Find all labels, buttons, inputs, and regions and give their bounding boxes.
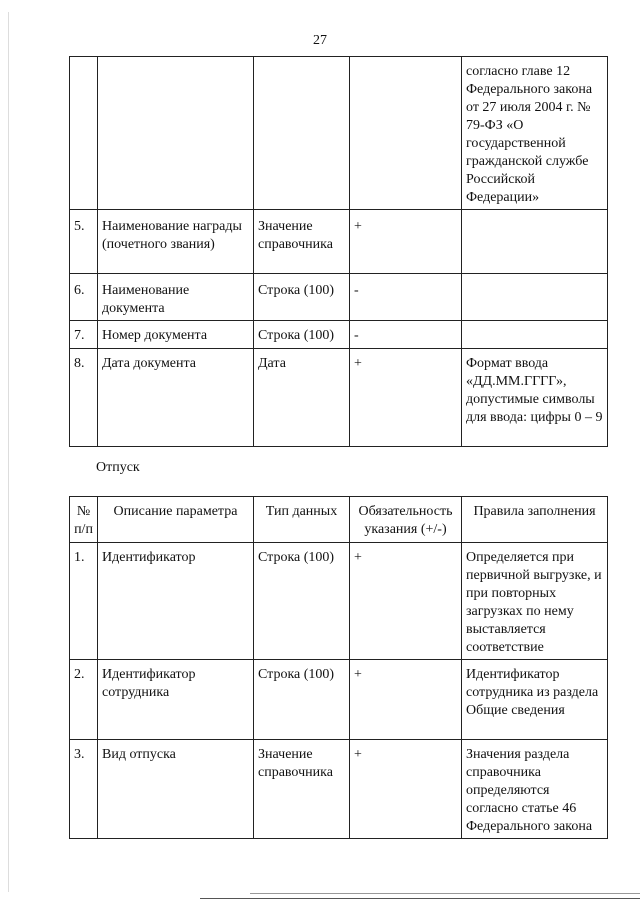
required-flag: + (350, 740, 462, 839)
row-number: 3. (70, 740, 98, 839)
data-type: Строка (100) (254, 660, 350, 740)
scan-artifact-line (250, 893, 640, 894)
parameter-description: Номер документа (98, 321, 254, 349)
required-flag: - (350, 274, 462, 321)
filling-rules (462, 321, 608, 349)
scan-edge-line (8, 12, 9, 892)
table-row (70, 660, 608, 740)
awards-table-continuation (69, 56, 608, 447)
data-type (254, 57, 350, 210)
data-type: Строка (100) (254, 321, 350, 349)
required-flag (350, 57, 462, 210)
column-header-rules: Правила заполнения (462, 497, 608, 543)
parameter-description: Наименование награды (почетного звания) (98, 210, 254, 274)
table-header-row (70, 497, 608, 543)
row-number: 5. (70, 210, 98, 274)
filling-rules: Значения раздела справочника определяются согласно статье 46 Федерального закона (462, 740, 608, 839)
filling-rules (462, 210, 608, 274)
data-type: Строка (100) (254, 274, 350, 321)
parameter-description: Идентификатор сотрудника (98, 660, 254, 740)
column-header-required: Обязательность указания (+/-) (350, 497, 462, 543)
vacation-table (69, 496, 608, 839)
scan-artifact-line (200, 898, 640, 899)
column-header-description: Описание параметра (98, 497, 254, 543)
row-number: 8. (70, 349, 98, 447)
required-flag: + (350, 660, 462, 740)
required-flag: - (350, 321, 462, 349)
table-row (70, 274, 608, 321)
filling-rules: Идентификатор сотрудника из раздела Общие сведения (462, 660, 608, 740)
filling-rules: Формат ввода «ДД.ММ.ГГГГ», допустимые символы для ввода: цифры 0 – 9 (462, 349, 608, 447)
filling-rules (462, 274, 608, 321)
data-type: Строка (100) (254, 543, 350, 660)
parameter-description (98, 57, 254, 210)
parameter-description: Вид отпуска (98, 740, 254, 839)
parameter-description: Наименование документа (98, 274, 254, 321)
required-flag: + (350, 543, 462, 660)
row-number (70, 57, 98, 210)
data-type: Значение справочника (254, 210, 350, 274)
row-number: 6. (70, 274, 98, 321)
required-flag: + (350, 210, 462, 274)
filling-rules: согласно главе 12 Федерального закона от 27 июля 2004 г. № 79-ФЗ «О государственной гражданской службе Российской Федерации» (462, 57, 608, 210)
column-header-number: № п/п (70, 497, 98, 543)
column-header-data-type: Тип данных (254, 497, 350, 543)
table-row (70, 349, 608, 447)
row-number: 7. (70, 321, 98, 349)
required-flag: + (350, 349, 462, 447)
table-row (70, 543, 608, 660)
section-title: Отпуск (96, 460, 140, 475)
parameter-description: Идентификатор (98, 543, 254, 660)
table-row (70, 210, 608, 274)
data-type: Значение справочника (254, 740, 350, 839)
table-row (70, 321, 608, 349)
filling-rules: Определяется при первичной выгрузке, и при повторных загрузках по нему выставляется соответствие (462, 543, 608, 660)
table-row (70, 740, 608, 839)
parameter-description: Дата документа (98, 349, 254, 447)
table-row (70, 57, 608, 210)
row-number: 1. (70, 543, 98, 660)
row-number: 2. (70, 660, 98, 740)
page-number: 27 (313, 33, 327, 48)
data-type: Дата (254, 349, 350, 447)
